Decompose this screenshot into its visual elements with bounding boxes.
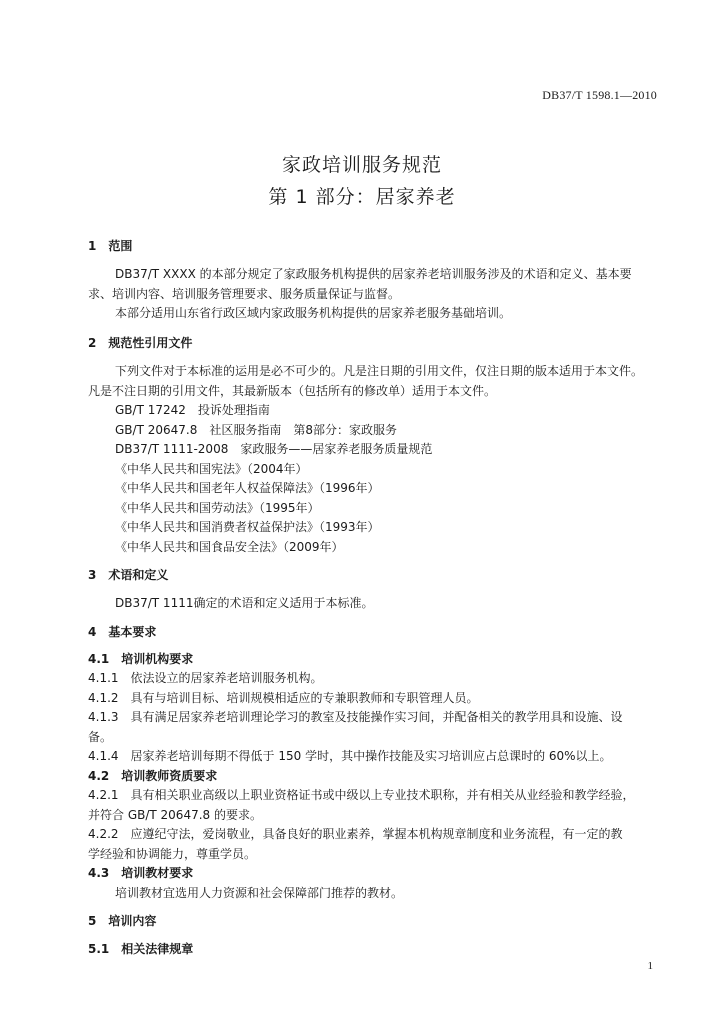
clause-line: 4.2.1 具有相关职业高级以上职业资格证书或中级以上专业技术职称，并有相关从业经验和教学经验，: [88, 788, 635, 802]
reference-item: 《中华人民共和国宪法》（2004年）: [115, 462, 308, 476]
document-title: 家政培训服务规范: [281, 154, 442, 176]
clause-line: 4.1.1 依法设立的居家养老培训服务机构。: [88, 671, 323, 685]
section-heading: 5 培训内容: [88, 914, 157, 928]
section-heading: 4 基本要求: [88, 625, 157, 639]
page-number: 1: [647, 960, 653, 972]
section-heading: 1 范围: [88, 239, 133, 253]
standard-code: DB37/T 1598.1—2010: [542, 88, 657, 102]
clause-line: 4.1.4 居家养老培训每期不得低于 150 学时，其中操作技能及实习培训应占总课时的 60%以上。: [88, 749, 612, 763]
clause-line: 4.1.3 具有满足居家养老培训理论学习的教室及技能操作实习间，并配备相关的教学用具和设施、设: [88, 710, 623, 724]
subsection-heading: 4.3 培训教材要求: [88, 866, 194, 880]
section-heading: 2 规范性引用文件: [88, 336, 193, 350]
reference-item: GB/T 20647.8 社区服务指南 第8部分：家政服务: [115, 423, 397, 437]
paragraph-line: 凡是不注日期的引用文件，其最新版本（包括所有的修改单）适用于本文件。: [88, 384, 497, 398]
reference-item: DB37/T 1111-2008 家政服务——居家养老服务质量规范: [115, 442, 433, 456]
reference-item: GB/T 17242 投诉处理指南: [115, 403, 270, 417]
paragraph-line: DB37/T 1111确定的术语和定义适用于本标准。: [115, 596, 374, 610]
subsection-heading: 4.1 培训机构要求: [88, 652, 194, 666]
reference-item: 《中华人民共和国食品安全法》（2009年）: [115, 540, 344, 554]
clause-line: 4.2.2 应遵纪守法，爱岗敬业，具备良好的职业素养，掌握本机构规章制度和业务流程，有一定的教: [88, 827, 623, 841]
clause-line: 4.1.2 具有与培训目标、培训规模相适应的专兼职教师和专职管理人员。: [88, 691, 479, 705]
paragraph-line: DB37/T XXXX 的本部分规定了家政服务机构提供的居家养老培训服务涉及的术语和定义、基本要: [115, 267, 632, 281]
clause-line: 并符合 GB/T 20647.8 的要求。: [88, 808, 262, 822]
paragraph-line: 培训教材宜选用人力资源和社会保障部门推荐的教材。: [115, 886, 404, 900]
subsection-heading: 4.2 培训教师资质要求: [88, 769, 218, 783]
paragraph-line: 下列文件对于本标准的运用是必不可少的。凡是注日期的引用文件，仅注日期的版本适用于本文件。: [115, 364, 644, 378]
paragraph-line: 本部分适用山东省行政区域内家政服务机构提供的居家养老服务基础培训。: [115, 306, 512, 320]
subsection-heading: 5.1 相关法律规章: [88, 942, 194, 956]
reference-item: 《中华人民共和国老年人权益保障法》（1996年）: [115, 481, 380, 495]
reference-item: 《中华人民共和国消费者权益保护法》（1993年）: [115, 520, 380, 534]
clause-line: 学经验和协调能力，尊重学员。: [88, 847, 257, 861]
paragraph-line: 求、培训内容、培训服务管理要求、服务质量保证与监督。: [88, 287, 401, 301]
clause-line: 备。: [88, 730, 113, 744]
document-subtitle: 第 1 部分：居家养老: [268, 186, 456, 208]
section-heading: 3 术语和定义: [88, 568, 169, 582]
reference-item: 《中华人民共和国劳动法》（1995年）: [115, 501, 320, 515]
